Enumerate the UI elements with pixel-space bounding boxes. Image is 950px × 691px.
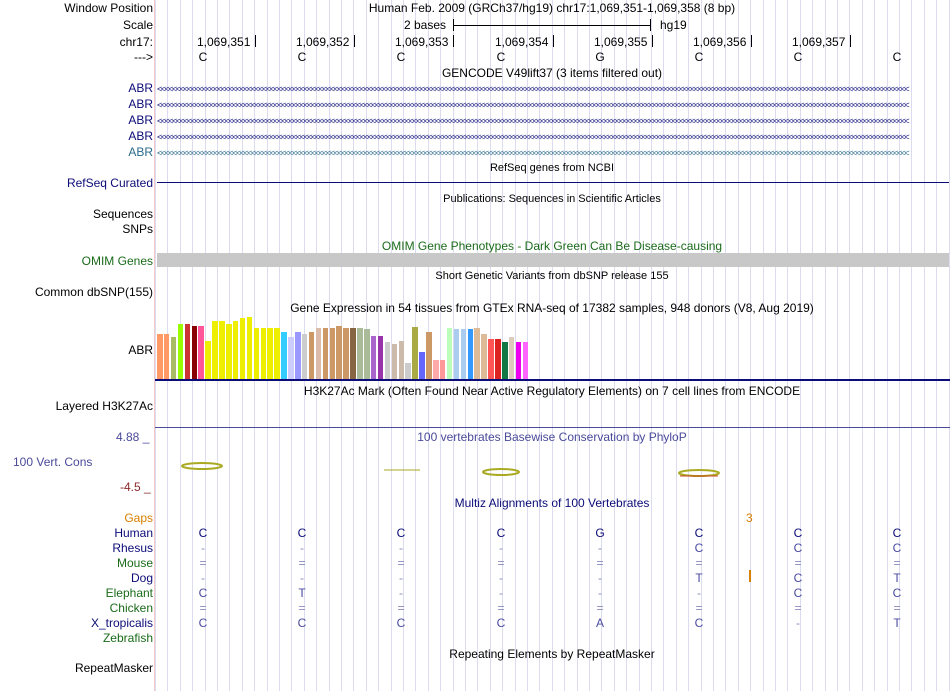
multiz-aligned-base: - bbox=[598, 586, 602, 600]
multiz-aligned-base: A bbox=[595, 616, 605, 630]
ruler-tick bbox=[553, 35, 554, 47]
gencode-transcript-strand[interactable]: <<<<<<<<<<<<<<<<<<<<<<<<<<<<<<<<<<<<<<<<<<<<<<<<<<<<<<<<<<<<<<<<<<<<<<<<<<<<<<<<<<<<<<<<<<<<<<<<<<<<<<<<<<<<<<<<<<<<<<<<<<<<<<<<<<<<<<<<<<<<<<<<<<<<<<<<<<<<<<<<<<<<<<<<<<<<<<<<<<<<<<<<<<<<<<<<<<<<<<<< bbox=[157, 133, 909, 141]
multiz-aligned-base: = bbox=[497, 601, 505, 615]
h3k27ac-track-label[interactable]: Layered H3K27Ac bbox=[55, 399, 153, 413]
multiz-aligned-base: = bbox=[794, 556, 802, 570]
gtex-tissue-bar[interactable] bbox=[219, 321, 225, 379]
multiz-aligned-base: C bbox=[892, 526, 902, 540]
multiz-aligned-base: T bbox=[893, 571, 901, 585]
refseq-track-label[interactable]: RefSeq Curated bbox=[66, 176, 153, 190]
ruler-tick bbox=[354, 35, 355, 47]
gtex-tissue-bar[interactable] bbox=[274, 328, 280, 379]
gtex-bar-chart[interactable] bbox=[157, 317, 557, 379]
gtex-tissue-bar[interactable] bbox=[440, 360, 446, 379]
multiz-aligned-base: - bbox=[598, 571, 602, 585]
ruler-position-label: 1,069,352 bbox=[296, 35, 350, 49]
multiz-species-label[interactable]: Human bbox=[114, 526, 153, 540]
gtex-tissue-bar[interactable] bbox=[509, 337, 515, 379]
multiz-aligned-base: = bbox=[298, 601, 306, 615]
gtex-tissue-bar[interactable] bbox=[336, 326, 342, 379]
gtex-tissue-bar[interactable] bbox=[226, 324, 232, 379]
gtex-tissue-bar[interactable] bbox=[364, 329, 370, 379]
gencode-track-title: GENCODE V49lift37 (3 items filtered out) bbox=[441, 66, 663, 80]
multiz-aligned-base: G bbox=[595, 526, 605, 540]
gtex-tissue-bar[interactable] bbox=[261, 328, 267, 379]
ruler-tick bbox=[652, 35, 653, 47]
reference-base: C bbox=[297, 50, 307, 64]
scale-assembly: hg19 bbox=[660, 18, 687, 32]
reference-base: C bbox=[496, 50, 506, 64]
multiz-aligned-base: - bbox=[499, 586, 503, 600]
multiz-aligned-base: C bbox=[793, 571, 803, 585]
gencode-transcript-strand[interactable]: <<<<<<<<<<<<<<<<<<<<<<<<<<<<<<<<<<<<<<<<<<<<<<<<<<<<<<<<<<<<<<<<<<<<<<<<<<<<<<<<<<<<<<<<<<<<<<<<<<<<<<<<<<<<<<<<<<<<<<<<<<<<<<<<<<<<<<<<<<<<<<<<<<<<<<<<<<<<<<<<<<<<<<<<<<<<<<<<<<<<<<<<<<<<<<<<<<<<<<<< bbox=[157, 149, 909, 157]
gtex-tissue-bar[interactable] bbox=[447, 328, 453, 379]
multiz-aligned-base: - bbox=[399, 586, 403, 600]
gtex-tissue-bar[interactable] bbox=[516, 342, 522, 379]
gtex-tissue-bar[interactable] bbox=[419, 352, 425, 379]
conservation-y-max: 4.88 _ bbox=[116, 430, 150, 444]
reference-base: C bbox=[198, 50, 208, 64]
gtex-tissue-bar[interactable] bbox=[495, 339, 501, 379]
multiz-aligned-base: C bbox=[198, 616, 208, 630]
reference-base: C bbox=[793, 50, 803, 64]
refseq-gene-line[interactable] bbox=[157, 182, 949, 183]
ruler-position-label: 1,069,355 bbox=[594, 35, 648, 49]
gtex-tissue-bar[interactable] bbox=[392, 344, 398, 379]
reference-base: C bbox=[396, 50, 406, 64]
gtex-tissue-bar[interactable] bbox=[488, 339, 494, 379]
multiz-aligned-base: - bbox=[300, 571, 304, 585]
omim-track-label[interactable]: OMIM Genes bbox=[81, 254, 153, 268]
gtex-tissue-bar[interactable] bbox=[281, 332, 287, 379]
multiz-species-label[interactable]: Chicken bbox=[109, 601, 153, 615]
gtex-tissue-bar[interactable] bbox=[178, 324, 184, 379]
gtex-tissue-bar[interactable] bbox=[433, 360, 439, 379]
gencode-transcript-strand[interactable]: <<<<<<<<<<<<<<<<<<<<<<<<<<<<<<<<<<<<<<<<<<<<<<<<<<<<<<<<<<<<<<<<<<<<<<<<<<<<<<<<<<<<<<<<<<<<<<<<<<<<<<<<<<<<<<<<<<<<<<<<<<<<<<<<<<<<<<<<<<<<<<<<<<<<<<<<<<<<<<<<<<<<<<<<<<<<<<<<<<<<<<<<<<<<<<<<<<<<<<<< bbox=[157, 101, 909, 109]
gtex-tissue-bar[interactable] bbox=[295, 332, 301, 379]
multiz-aligned-base: C bbox=[198, 586, 208, 600]
multiz-aligned-base: C bbox=[396, 526, 406, 540]
multiz-aligned-base: C bbox=[496, 616, 506, 630]
gtex-tissue-bar[interactable] bbox=[198, 326, 204, 379]
gtex-tissue-bar[interactable] bbox=[247, 317, 253, 379]
multiz-aligned-base: C bbox=[793, 586, 803, 600]
multiz-aligned-base: - bbox=[399, 571, 403, 585]
multiz-aligned-base: T bbox=[695, 571, 703, 585]
gtex-tissue-bar[interactable] bbox=[205, 341, 211, 379]
reference-base: C bbox=[694, 50, 704, 64]
window-position-label: Window Position bbox=[64, 1, 153, 15]
multiz-species-label[interactable]: Elephant bbox=[105, 586, 153, 600]
reference-base: C bbox=[892, 50, 902, 64]
gtex-tissue-bar[interactable] bbox=[405, 363, 411, 379]
multiz-aligned-base: - bbox=[201, 571, 205, 585]
multiz-aligned-base: C bbox=[694, 541, 704, 555]
conservation-track-label[interactable]: 100 Vert. Cons bbox=[13, 455, 93, 469]
multiz-aligned-base: = bbox=[893, 556, 901, 570]
gtex-tissue-bar[interactable] bbox=[267, 328, 273, 379]
multiz-aligned-base: = bbox=[199, 556, 207, 570]
multiz-aligned-base: = bbox=[199, 601, 207, 615]
window-position-value: Human Feb. 2009 (GRCh37/hg19) chr17:1,069,351-1,069,358 (8 bp) bbox=[368, 1, 736, 15]
multiz-aligned-base: - bbox=[201, 541, 205, 555]
gtex-tissue-bar[interactable] bbox=[350, 328, 356, 379]
gtex-tissue-bar[interactable] bbox=[288, 337, 294, 379]
h3k27ac-track-title: H3K27Ac Mark (Often Found Near Active Regulatory Elements) on 7 cell lines from ENCODE bbox=[303, 384, 801, 398]
ruler-position-label: 1,069,356 bbox=[693, 35, 747, 49]
gtex-track-title: Gene Expression in 54 tissues from GTEx RNA-seq of 17382 samples, 948 donors (V8, Aug 2019) bbox=[290, 301, 814, 315]
gtex-tissue-bar[interactable] bbox=[454, 329, 460, 379]
multiz-aligned-base: C bbox=[198, 526, 208, 540]
multiz-aligned-base: T bbox=[298, 586, 306, 600]
gtex-tissue-bar[interactable] bbox=[240, 318, 246, 379]
strand-label: ---> bbox=[134, 50, 153, 64]
gtex-tissue-bar[interactable] bbox=[157, 334, 163, 379]
gtex-tissue-bar[interactable] bbox=[185, 324, 191, 379]
multiz-aligned-base: C bbox=[793, 541, 803, 555]
conservation-y-min: -4.5 _ bbox=[120, 480, 151, 494]
gtex-tissue-bar[interactable] bbox=[309, 332, 315, 379]
gtex-track-label[interactable]: ABR bbox=[128, 343, 153, 357]
scale-bar bbox=[453, 18, 651, 32]
multiz-aligned-base: C bbox=[297, 616, 307, 630]
gtex-baseline bbox=[155, 379, 950, 381]
gencode-transcript-label[interactable]: ABR bbox=[128, 81, 153, 95]
multiz-aligned-base: = bbox=[596, 601, 604, 615]
gencode-transcript-strand[interactable]: <<<<<<<<<<<<<<<<<<<<<<<<<<<<<<<<<<<<<<<<<<<<<<<<<<<<<<<<<<<<<<<<<<<<<<<<<<<<<<<<<<<<<<<<<<<<<<<<<<<<<<<<<<<<<<<<<<<<<<<<<<<<<<<<<<<<<<<<<<<<<<<<<<<<<<<<<<<<<<<<<<<<<<<<<<<<<<<<<<<<<<<<<<<<<<<<<<<<<<<< bbox=[157, 85, 909, 93]
gtex-tissue-bar[interactable] bbox=[461, 329, 467, 379]
gtex-tissue-bar[interactable] bbox=[399, 341, 405, 379]
multiz-aligned-base: = bbox=[497, 556, 505, 570]
ruler-tick bbox=[751, 35, 752, 47]
multiz-aligned-base: C bbox=[892, 541, 902, 555]
multiz-aligned-base: - bbox=[796, 616, 800, 630]
multiz-aligned-base: = bbox=[794, 601, 802, 615]
multiz-aligned-base: - bbox=[499, 541, 503, 555]
multiz-species-label[interactable]: Mouse bbox=[116, 556, 153, 570]
multiz-aligned-base: - bbox=[499, 571, 503, 585]
multiz-aligned-base: C bbox=[694, 526, 704, 540]
dbsnp-track-title: Short Genetic Variants from dbSNP release 155 bbox=[435, 270, 669, 282]
gtex-tissue-bar[interactable] bbox=[426, 332, 432, 379]
multiz-gaps-label[interactable]: Gaps bbox=[124, 511, 153, 525]
gtex-tissue-bar[interactable] bbox=[164, 334, 170, 379]
scale-label: Scale bbox=[122, 18, 153, 32]
multiz-aligned-base: - bbox=[598, 541, 602, 555]
multiz-species-label[interactable]: Rhesus bbox=[112, 541, 153, 555]
publications-track-title: Publications: Sequences in Scientific Articles bbox=[443, 193, 661, 205]
gtex-tissue-bar[interactable] bbox=[371, 336, 377, 379]
ruler-position-label: 1,069,354 bbox=[495, 35, 549, 49]
gtex-tissue-bar[interactable] bbox=[316, 328, 322, 379]
gtex-tissue-bar[interactable] bbox=[523, 342, 529, 379]
multiz-species-label[interactable]: Dog bbox=[130, 571, 153, 585]
dbsnp-track-label[interactable]: Common dbSNP(155) bbox=[34, 285, 153, 299]
multiz-aligned-base: - bbox=[697, 586, 701, 600]
h3k27ac-baseline bbox=[155, 427, 950, 428]
multiz-aligned-base: C bbox=[297, 526, 307, 540]
gtex-tissue-bar[interactable] bbox=[254, 328, 260, 379]
conservation-track-title: 100 vertebrates Basewise Conservation by PhyloP bbox=[417, 430, 687, 444]
gtex-tissue-bar[interactable] bbox=[481, 334, 487, 379]
multiz-aligned-base: = bbox=[397, 601, 405, 615]
repeatmasker-track-label[interactable]: RepeatMasker bbox=[74, 661, 153, 675]
chromosome-label: chr17: bbox=[119, 35, 153, 49]
multiz-species-label[interactable]: X_tropicalis bbox=[90, 616, 153, 630]
gtex-tissue-bar[interactable] bbox=[171, 337, 177, 379]
ruler-tick bbox=[850, 35, 851, 47]
gtex-tissue-bar[interactable] bbox=[212, 321, 218, 379]
gencode-transcript-label[interactable]: ABR bbox=[128, 129, 153, 143]
multiz-aligned-base: = bbox=[695, 556, 703, 570]
publications-track-label[interactable]: Sequences bbox=[92, 207, 153, 221]
ruler-tick bbox=[453, 35, 454, 47]
gencode-transcript-label[interactable]: ABR bbox=[128, 97, 153, 111]
gtex-tissue-bar[interactable] bbox=[357, 328, 363, 379]
gencode-transcript-strand[interactable]: <<<<<<<<<<<<<<<<<<<<<<<<<<<<<<<<<<<<<<<<<<<<<<<<<<<<<<<<<<<<<<<<<<<<<<<<<<<<<<<<<<<<<<<<<<<<<<<<<<<<<<<<<<<<<<<<<<<<<<<<<<<<<<<<<<<<<<<<<<<<<<<<<<<<<<<<<<<<<<<<<<<<<<<<<<<<<<<<<<<<<<<<<<<<<<<<<<<<<<<< bbox=[157, 117, 909, 125]
gtex-tissue-bar[interactable] bbox=[330, 328, 336, 379]
multiz-aligned-base: C bbox=[496, 526, 506, 540]
multiz-aligned-base: = bbox=[893, 601, 901, 615]
multiz-aligned-base: C bbox=[793, 526, 803, 540]
multiz-aligned-base: = bbox=[397, 556, 405, 570]
omim-gene-bar[interactable] bbox=[157, 253, 949, 267]
multiz-gaps-value: 3 bbox=[746, 511, 753, 525]
gtex-tissue-bar[interactable] bbox=[502, 342, 508, 379]
gtex-tissue-bar[interactable] bbox=[192, 326, 198, 379]
multiz-track-title: Multiz Alignments of 100 Vertebrates bbox=[454, 496, 650, 510]
reference-base: G bbox=[595, 50, 605, 64]
gtex-tissue-bar[interactable] bbox=[385, 342, 391, 379]
repeatmasker-track-title: Repeating Elements by RepeatMasker bbox=[449, 647, 655, 661]
multiz-gap-mark bbox=[749, 570, 751, 582]
multiz-aligned-base: T bbox=[893, 616, 901, 630]
scale-text: 2 bases bbox=[404, 18, 447, 32]
omim-track-title: OMIM Gene Phenotypes - Dark Green Can Be Disease-causing bbox=[381, 239, 723, 253]
multiz-aligned-base: = bbox=[298, 556, 306, 570]
gencode-transcript-label[interactable]: ABR bbox=[128, 145, 153, 159]
multiz-aligned-base: C bbox=[892, 586, 902, 600]
ruler-tick bbox=[255, 35, 256, 47]
gtex-tissue-bar[interactable] bbox=[302, 334, 308, 379]
multiz-species-label[interactable]: Zebrafish bbox=[102, 631, 153, 645]
gtex-tissue-bar[interactable] bbox=[412, 327, 418, 379]
refseq-track-title: RefSeq genes from NCBI bbox=[489, 162, 615, 174]
gencode-transcript-label[interactable]: ABR bbox=[128, 113, 153, 127]
multiz-aligned-base: - bbox=[300, 541, 304, 555]
gtex-tissue-bar[interactable] bbox=[323, 328, 329, 379]
multiz-aligned-base: C bbox=[396, 616, 406, 630]
ruler-position-label: 1,069,351 bbox=[197, 35, 251, 49]
gtex-tissue-bar[interactable] bbox=[343, 328, 349, 379]
multiz-aligned-base: - bbox=[399, 541, 403, 555]
gtex-tissue-bar[interactable] bbox=[468, 329, 474, 379]
snps-track-label[interactable]: SNPs bbox=[122, 222, 153, 236]
multiz-aligned-base: C bbox=[694, 616, 704, 630]
conservation-plot[interactable] bbox=[155, 455, 950, 485]
multiz-aligned-base: = bbox=[596, 556, 604, 570]
ruler-position-label: 1,069,353 bbox=[395, 35, 449, 49]
multiz-aligned-base: = bbox=[695, 601, 703, 615]
ruler-position-label: 1,069,357 bbox=[792, 35, 846, 49]
gtex-tissue-bar[interactable] bbox=[378, 336, 384, 379]
gtex-tissue-bar[interactable] bbox=[233, 321, 239, 379]
gtex-tissue-bar[interactable] bbox=[474, 328, 480, 379]
